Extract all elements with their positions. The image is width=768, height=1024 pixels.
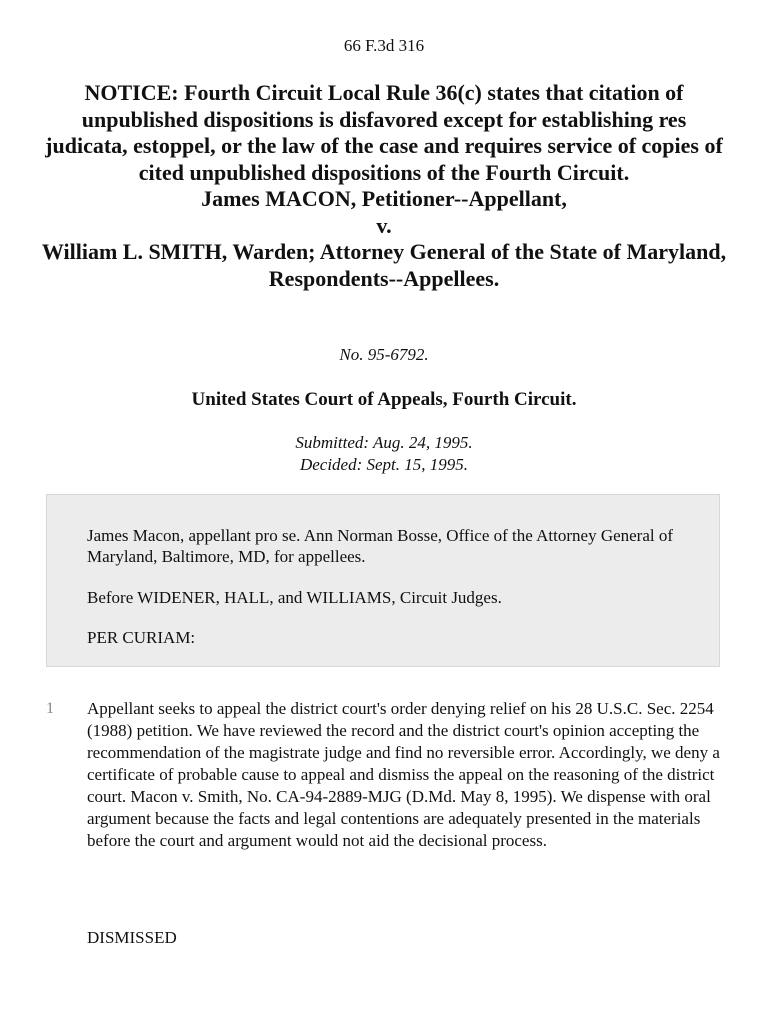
appellees-caption: William L. SMITH, Warden; Attorney General of the State of Maryland, Respondents--Appellees. (41, 239, 727, 291)
submitted-date: Submitted: Aug. 24, 1995. (295, 433, 473, 452)
judges-text: Before WIDENER, HALL, and WILLIAMS, Circuit Judges. (87, 588, 502, 607)
appellant-caption: James MACON, Petitioner--Appellant, (201, 186, 567, 211)
per-curiam-label: PER CURIAM: (87, 628, 196, 647)
case-dates (0, 432, 768, 476)
case-heading (40, 80, 728, 292)
syllabus-box (46, 494, 720, 667)
paragraph-number: 1 (46, 700, 54, 717)
disposition-text: DISMISSED (87, 928, 177, 947)
docket-number: No. 95-6792. (339, 345, 429, 364)
counsel-text: James Macon, appellant pro se. Ann Norman Bosse, Office of the Attorney General of Maryland, Baltimore, MD, for appellees. (87, 526, 674, 566)
versus-text: v. (376, 212, 392, 238)
notice-text: NOTICE: Fourth Circuit Local Rule 36(c) states that citation of unpublished dispositions is disfavored except for establishing res judicata, estoppel, or the law of the case and requires service of copies of cited unpublished dispositions of the Fourth Circuit. (45, 80, 723, 185)
reporter-citation: 66 F.3d 316 (343, 36, 425, 55)
decided-date: Decided: Sept. 15, 1995. (299, 455, 469, 474)
court-name: United States Court of Appeals, Fourth Circuit. (191, 389, 577, 410)
opinion-paragraph: Appellant seeks to appeal the district court's order denying relief on his 28 U.S.C. Sec. 2254 (1988) petition. We have reviewed the record and the district court's opinion accepting the recommendation of the magistrate judge and find no reversible error. Accordingly, we deny a certificate of probable cause to appeal and dismiss the appeal on the reasoning of the district court. Macon v. Smith, No. CA-94-2889-MJG (D.Md. May 8, 1995). We dispense with oral argument because the facts and legal contentions are adequately presented in the materials before the court and argument would not aid the decisional process. (87, 699, 720, 850)
